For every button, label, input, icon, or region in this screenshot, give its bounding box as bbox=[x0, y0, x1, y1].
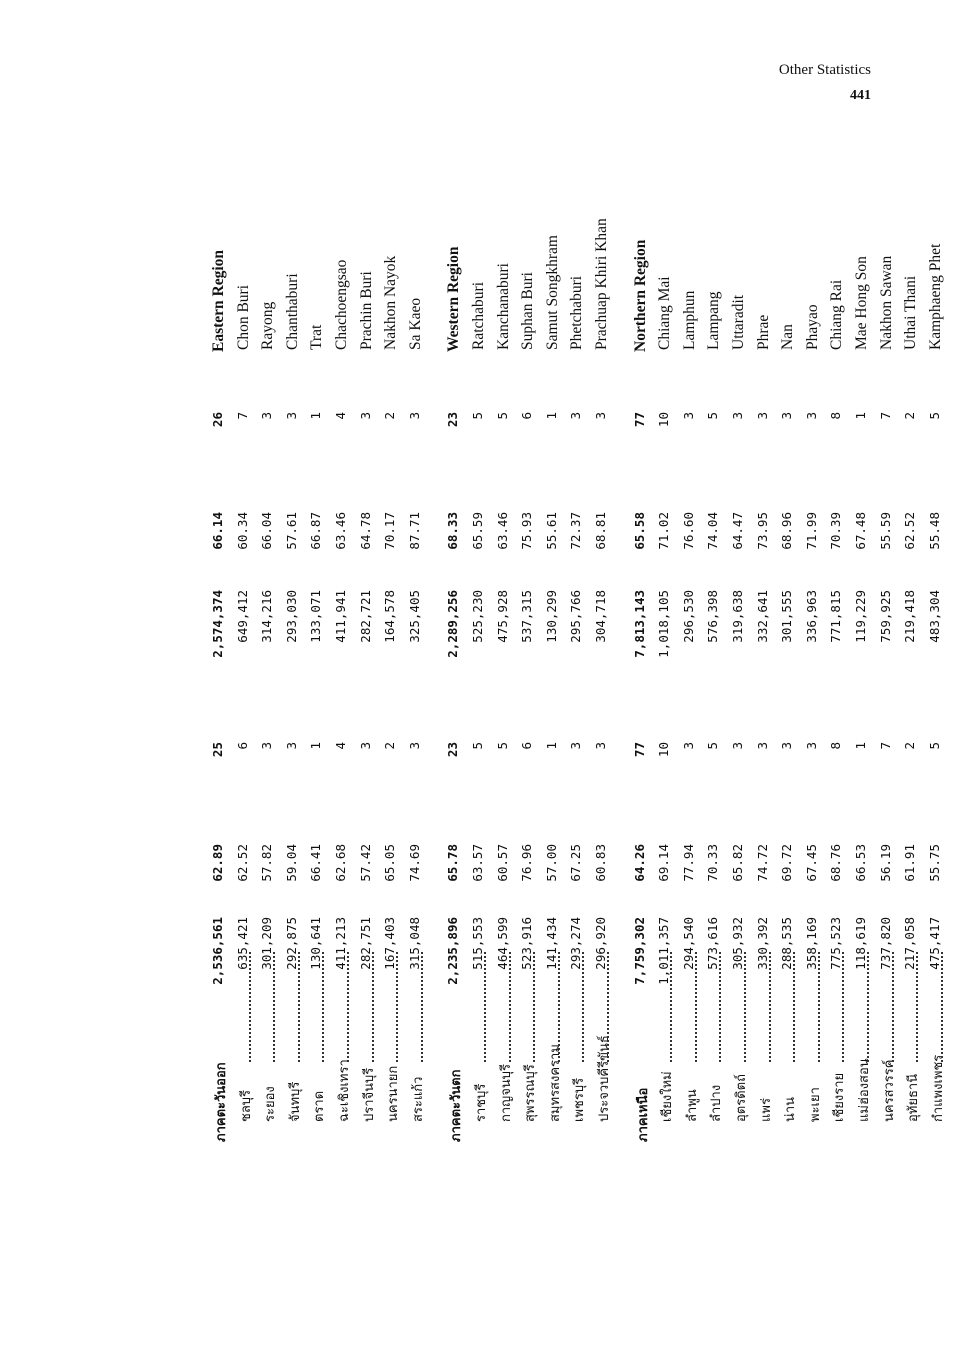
english-label: Chiang Rai bbox=[828, 279, 846, 350]
percent-value-1: 70.33 bbox=[705, 844, 721, 882]
count-value-1: 1 bbox=[308, 742, 324, 750]
table-row bbox=[257, 0, 281, 1362]
percent-value-2: 65.58 bbox=[631, 512, 647, 550]
table-row bbox=[493, 0, 517, 1362]
population-value-1: 305,932 bbox=[730, 917, 745, 970]
population-value-2: 411,941 bbox=[333, 590, 348, 643]
population-value-2: 525,230 bbox=[470, 590, 485, 643]
population-value-1: 358,169 bbox=[803, 917, 819, 970]
population-value-1: 118,619 bbox=[853, 917, 868, 970]
count-value-2: 3 bbox=[803, 412, 819, 420]
count-value-1: 3 bbox=[779, 742, 795, 750]
count-value-2: 3 bbox=[406, 412, 422, 420]
percent-value-1: 65.82 bbox=[730, 844, 745, 882]
english-label: Samut Songkhram bbox=[543, 235, 561, 350]
percent-value-1: 65.05 bbox=[382, 844, 398, 882]
population-value-2: 332,641 bbox=[754, 590, 770, 643]
thai-label: พะเยา bbox=[807, 1087, 823, 1122]
english-label: Nakhon Sawan bbox=[877, 255, 895, 350]
table-row bbox=[468, 0, 492, 1362]
population-value-2: 314,216 bbox=[259, 590, 275, 643]
percent-value-2: 66.04 bbox=[259, 512, 275, 550]
population-value-1: 775,523 bbox=[828, 917, 844, 970]
thai-label: อุตรดิตถ์ bbox=[734, 1074, 749, 1122]
percent-value-2: 63.46 bbox=[333, 512, 348, 550]
table-row bbox=[851, 0, 875, 1362]
percent-value-2: 70.39 bbox=[828, 512, 844, 550]
percent-value-2: 62.52 bbox=[902, 512, 918, 550]
percent-value-1: 61.91 bbox=[902, 844, 918, 882]
percent-value-1: 68.76 bbox=[828, 844, 844, 882]
percent-value-2: 60.34 bbox=[234, 512, 250, 550]
percent-value-2: 66.87 bbox=[308, 512, 324, 550]
percent-value-1: 57.82 bbox=[259, 844, 275, 882]
table-row bbox=[925, 0, 949, 1362]
count-value-2: 1 bbox=[853, 412, 868, 420]
population-value-2: 319,638 bbox=[730, 590, 745, 643]
table-row bbox=[591, 0, 615, 1362]
percent-value-1: 62.89 bbox=[210, 844, 225, 882]
population-value-1: 635,421 bbox=[234, 917, 250, 970]
percent-value-1: 62.68 bbox=[333, 844, 348, 882]
population-value-2: 130,299 bbox=[543, 590, 559, 643]
population-value-2: 771,815 bbox=[828, 590, 844, 643]
count-value-1: 8 bbox=[828, 742, 844, 750]
population-value-1: 293,274 bbox=[568, 917, 584, 970]
count-value-1: 3 bbox=[568, 742, 584, 750]
count-value-2: 1 bbox=[308, 412, 324, 420]
english-label: Rayong bbox=[259, 301, 277, 350]
population-value-2: 164,578 bbox=[382, 590, 398, 643]
english-label: Suphan Buri bbox=[519, 272, 537, 350]
count-value-1: 3 bbox=[803, 742, 819, 750]
thai-label: ภาคเหนือ bbox=[635, 1087, 651, 1142]
population-value-2: 576,398 bbox=[705, 590, 721, 643]
english-label: Northern Region bbox=[631, 239, 649, 352]
percent-value-2: 66.14 bbox=[210, 512, 225, 550]
population-value-1: 2,235,896 bbox=[445, 917, 461, 985]
population-value-2: 293,030 bbox=[283, 590, 299, 643]
percent-value-1: 66.53 bbox=[853, 844, 868, 882]
thai-label: กาญจนบุรี bbox=[498, 1064, 514, 1122]
count-value-2: 2 bbox=[902, 412, 918, 420]
population-value-2: 119,229 bbox=[853, 590, 868, 643]
thai-label: ภาคตะวันออก bbox=[214, 1062, 229, 1142]
thai-label: แม่ฮ่องสอน bbox=[857, 1058, 872, 1122]
thai-label: น่าน bbox=[783, 1096, 799, 1122]
thai-label: เชียงใหม่ bbox=[660, 1071, 676, 1122]
percent-value-2: 71.99 bbox=[803, 512, 819, 550]
population-value-1: 1,011,357 bbox=[656, 917, 672, 985]
percent-value-1: 55.75 bbox=[926, 844, 942, 882]
english-label: Ratchaburi bbox=[470, 281, 487, 350]
percent-value-2: 71.02 bbox=[656, 512, 672, 550]
english-label: Uthai Thani bbox=[902, 275, 920, 350]
thai-label: นครสวรรค์ bbox=[881, 1059, 897, 1122]
count-value-1: 3 bbox=[357, 742, 373, 750]
thai-label: อุทัยธานี bbox=[906, 1073, 922, 1122]
population-value-2: 759,925 bbox=[877, 590, 893, 643]
population-value-2: 2,289,256 bbox=[445, 590, 461, 658]
thai-label: แพร่ bbox=[758, 1098, 774, 1122]
english-label: Chachoengsao bbox=[333, 259, 350, 350]
table-row bbox=[654, 0, 678, 1362]
percent-value-1: 74.69 bbox=[406, 844, 422, 882]
running-header-title: Other Statistics bbox=[778, 62, 871, 78]
percent-value-1: 56.19 bbox=[877, 844, 893, 882]
percent-value-2: 68.96 bbox=[779, 512, 795, 550]
count-value-2: 3 bbox=[593, 412, 608, 420]
percent-value-2: 63.46 bbox=[494, 512, 510, 550]
population-value-2: 649,412 bbox=[234, 590, 250, 643]
count-value-2: 3 bbox=[568, 412, 584, 420]
count-value-1: 4 bbox=[333, 742, 348, 750]
percent-value-1: 67.25 bbox=[568, 844, 584, 882]
percent-value-1: 65.78 bbox=[445, 844, 461, 882]
percent-value-1: 59.04 bbox=[283, 844, 299, 882]
thai-label: ฉะเชิงเทรา bbox=[337, 1059, 352, 1122]
population-value-2: 475,928 bbox=[494, 590, 510, 643]
population-value-1: 411,213 bbox=[333, 917, 348, 970]
population-value-1: 167,403 bbox=[382, 917, 398, 970]
table-row bbox=[331, 0, 355, 1362]
population-value-2: 483,304 bbox=[926, 590, 942, 643]
count-value-2: 26 bbox=[210, 412, 225, 428]
english-label: Phrae bbox=[754, 314, 772, 350]
thai-label: ประจวบคีรีขันธ์ bbox=[597, 1035, 612, 1122]
percent-value-1: 66.41 bbox=[308, 844, 324, 882]
count-value-1: 3 bbox=[754, 742, 770, 750]
table-row bbox=[826, 0, 850, 1362]
section-header-row bbox=[208, 0, 232, 1362]
english-label: Chanthaburi bbox=[283, 273, 301, 350]
count-value-2: 23 bbox=[445, 412, 461, 428]
thai-label: ระยอง bbox=[263, 1086, 279, 1122]
english-label: Nakhon Nayok bbox=[382, 255, 400, 350]
percent-value-1: 74.72 bbox=[754, 844, 770, 882]
english-label: Chon Buri bbox=[234, 284, 252, 350]
thai-label: ชลบุรี bbox=[238, 1089, 254, 1122]
count-value-2: 3 bbox=[283, 412, 299, 420]
percent-value-2: 55.48 bbox=[926, 512, 942, 550]
table-row bbox=[728, 0, 752, 1362]
thai-label: ราชบุรี bbox=[474, 1083, 489, 1122]
population-value-1: 217,058 bbox=[902, 917, 918, 970]
percent-value-2: 87.71 bbox=[406, 512, 422, 550]
thai-label: จันทบุรี bbox=[287, 1081, 303, 1122]
count-value-1: 5 bbox=[470, 742, 485, 750]
percent-value-1: 67.45 bbox=[803, 844, 819, 882]
table-row bbox=[405, 0, 429, 1362]
count-value-1: 5 bbox=[926, 742, 942, 750]
count-value-2: 3 bbox=[357, 412, 373, 420]
percent-value-2: 55.59 bbox=[877, 512, 893, 550]
english-label: Mae Hong Son bbox=[853, 256, 870, 350]
population-value-2: 2,574,374 bbox=[210, 590, 225, 658]
population-value-1: 130,641 bbox=[308, 917, 324, 970]
thai-label: นครนายก bbox=[386, 1065, 402, 1122]
count-value-2: 2 bbox=[382, 412, 398, 420]
english-label: Lamphun bbox=[680, 290, 698, 350]
percent-value-1: 69.14 bbox=[656, 844, 672, 882]
table-row bbox=[876, 0, 900, 1362]
percent-value-2: 75.93 bbox=[519, 512, 535, 550]
percent-value-2: 65.59 bbox=[470, 512, 485, 550]
percent-value-2: 72.37 bbox=[568, 512, 584, 550]
percent-value-1: 63.57 bbox=[470, 844, 485, 882]
count-value-1: 6 bbox=[519, 742, 535, 750]
count-value-1: 3 bbox=[730, 742, 745, 750]
count-value-2: 4 bbox=[333, 412, 348, 420]
percent-value-2: 68.81 bbox=[593, 512, 608, 550]
table-row bbox=[900, 0, 924, 1362]
percent-value-2: 64.78 bbox=[357, 512, 373, 550]
percent-value-2: 68.33 bbox=[445, 512, 461, 550]
population-value-2: 296,530 bbox=[680, 590, 696, 643]
population-value-1: 294,540 bbox=[680, 917, 696, 970]
section-header-row bbox=[630, 0, 654, 1362]
percent-value-1: 62.52 bbox=[234, 844, 250, 882]
population-value-2: 295,766 bbox=[568, 590, 584, 643]
percent-value-2: 70.17 bbox=[382, 512, 398, 550]
english-label: Sa Kaeo bbox=[406, 297, 424, 350]
english-label: Kamphaeng Phet bbox=[926, 243, 944, 350]
table-row bbox=[802, 0, 826, 1362]
thai-label: ตราด bbox=[312, 1090, 328, 1122]
percent-value-1: 69.72 bbox=[779, 844, 795, 882]
population-value-1: 288,535 bbox=[779, 917, 795, 970]
count-value-1: 3 bbox=[406, 742, 422, 750]
thai-label: สระแก้ว bbox=[410, 1076, 426, 1122]
english-label: Kanchanaburi bbox=[494, 263, 512, 350]
count-value-2: 10 bbox=[656, 412, 672, 428]
table-row bbox=[679, 0, 703, 1362]
population-value-2: 304,718 bbox=[593, 590, 608, 643]
population-value-1: 292,875 bbox=[283, 917, 299, 970]
table-row bbox=[566, 0, 590, 1362]
percent-value-1: 57.00 bbox=[543, 844, 559, 882]
count-value-1: 3 bbox=[593, 742, 608, 750]
thai-label: ลำปาง bbox=[709, 1084, 725, 1122]
english-label: Phetchaburi bbox=[568, 275, 586, 350]
count-value-2: 5 bbox=[494, 412, 510, 420]
percent-value-2: 57.61 bbox=[283, 512, 299, 550]
count-value-1: 25 bbox=[210, 742, 225, 758]
count-value-1: 1 bbox=[543, 742, 559, 750]
count-value-2: 5 bbox=[470, 412, 485, 420]
count-value-1: 5 bbox=[705, 742, 721, 750]
count-value-1: 10 bbox=[656, 742, 672, 758]
count-value-1: 3 bbox=[283, 742, 299, 750]
table-row bbox=[517, 0, 541, 1362]
count-value-1: 3 bbox=[259, 742, 275, 750]
thai-label: ลำพูน bbox=[684, 1089, 700, 1122]
population-value-1: 296,920 bbox=[593, 917, 608, 970]
count-value-2: 3 bbox=[754, 412, 770, 420]
table-row bbox=[282, 0, 306, 1362]
population-value-2: 133,071 bbox=[308, 590, 324, 643]
population-value-2: 7,813,143 bbox=[631, 590, 647, 658]
population-value-2: 325,405 bbox=[406, 590, 422, 643]
english-label: Lampang bbox=[705, 291, 723, 350]
count-value-1: 7 bbox=[877, 742, 893, 750]
population-value-2: 282,721 bbox=[357, 590, 373, 643]
percent-value-1: 60.57 bbox=[494, 844, 510, 882]
english-label: Trat bbox=[308, 324, 326, 350]
count-value-2: 5 bbox=[705, 412, 721, 420]
thai-label: เพชรบุรี bbox=[572, 1077, 588, 1122]
english-label: Eastern Region bbox=[210, 249, 227, 352]
table-row bbox=[306, 0, 330, 1362]
count-value-2: 1 bbox=[543, 412, 559, 420]
count-value-1: 23 bbox=[445, 742, 461, 758]
population-value-2: 1,018,105 bbox=[656, 590, 672, 658]
count-value-2: 3 bbox=[259, 412, 275, 420]
percent-value-1: 77.94 bbox=[680, 844, 696, 882]
percent-value-2: 76.60 bbox=[680, 512, 696, 550]
percent-value-1: 76.96 bbox=[519, 844, 535, 882]
english-label: Prachin Buri bbox=[357, 271, 375, 350]
count-value-2: 3 bbox=[730, 412, 745, 420]
population-value-1: 282,751 bbox=[357, 917, 373, 970]
count-value-2: 77 bbox=[631, 412, 647, 428]
percent-value-1: 64.26 bbox=[631, 844, 647, 882]
population-value-1: 523,916 bbox=[519, 917, 535, 970]
population-value-1: 475,417 bbox=[926, 917, 942, 970]
population-value-1: 737,820 bbox=[877, 917, 893, 970]
thai-label: สมุทรสงคราม bbox=[547, 1044, 563, 1122]
population-value-1: 301,209 bbox=[259, 917, 275, 970]
table-row bbox=[542, 0, 566, 1362]
count-value-1: 1 bbox=[853, 742, 868, 750]
page-number: 441 bbox=[850, 88, 871, 103]
count-value-2: 3 bbox=[680, 412, 696, 420]
population-value-1: 515,553 bbox=[470, 917, 485, 970]
count-value-2: 7 bbox=[877, 412, 893, 420]
english-label: Chiang Mai bbox=[656, 276, 674, 350]
percent-value-2: 74.04 bbox=[705, 512, 721, 550]
thai-label: กำแพงเพชร bbox=[930, 1054, 946, 1122]
percent-value-2: 64.47 bbox=[730, 512, 745, 550]
population-value-1: 573,616 bbox=[705, 917, 721, 970]
population-value-2: 336,963 bbox=[803, 590, 819, 643]
thai-label: สุพรรณบุรี bbox=[523, 1064, 539, 1122]
population-value-1: 7,759,302 bbox=[631, 917, 647, 985]
thai-label: ภาคตะวันตก bbox=[449, 1069, 465, 1142]
table-row bbox=[380, 0, 404, 1362]
count-value-2: 3 bbox=[779, 412, 795, 420]
count-value-2: 6 bbox=[519, 412, 535, 420]
thai-label: เชียงราย bbox=[832, 1072, 848, 1122]
count-value-2: 5 bbox=[926, 412, 942, 420]
table-row bbox=[753, 0, 777, 1362]
count-value-1: 5 bbox=[494, 742, 510, 750]
population-value-1: 464,599 bbox=[494, 917, 510, 970]
population-value-1: 141,434 bbox=[543, 917, 559, 970]
thai-label: ปราจีนบุรี bbox=[361, 1067, 377, 1122]
percent-value-1: 60.83 bbox=[593, 844, 608, 882]
count-value-1: 2 bbox=[382, 742, 398, 750]
english-label: Uttaradit bbox=[730, 294, 747, 350]
english-label: Phayao bbox=[803, 304, 821, 350]
percent-value-1: 57.42 bbox=[357, 844, 373, 882]
section-header-row bbox=[443, 0, 467, 1362]
population-value-1: 2,536,561 bbox=[210, 917, 225, 985]
english-label: Prachuap Khiri Khan bbox=[593, 218, 610, 350]
population-value-1: 330,392 bbox=[754, 917, 770, 970]
count-value-2: 8 bbox=[828, 412, 844, 420]
table-row bbox=[233, 0, 257, 1362]
table-row bbox=[777, 0, 801, 1362]
count-value-1: 77 bbox=[631, 742, 647, 758]
table-row bbox=[703, 0, 727, 1362]
count-value-1: 6 bbox=[234, 742, 250, 750]
english-label: Nan bbox=[779, 324, 797, 350]
population-value-2: 537,315 bbox=[519, 590, 535, 643]
population-value-2: 301,555 bbox=[779, 590, 795, 643]
population-value-2: 219,418 bbox=[902, 590, 918, 643]
english-label: Western Region bbox=[445, 246, 463, 352]
population-value-1: 315,048 bbox=[406, 917, 422, 970]
percent-value-2: 73.95 bbox=[754, 512, 770, 550]
count-value-1: 2 bbox=[902, 742, 918, 750]
count-value-1: 3 bbox=[680, 742, 696, 750]
count-value-2: 7 bbox=[234, 412, 250, 420]
percent-value-2: 55.61 bbox=[543, 512, 559, 550]
table-row bbox=[356, 0, 380, 1362]
percent-value-2: 67.48 bbox=[853, 512, 868, 550]
